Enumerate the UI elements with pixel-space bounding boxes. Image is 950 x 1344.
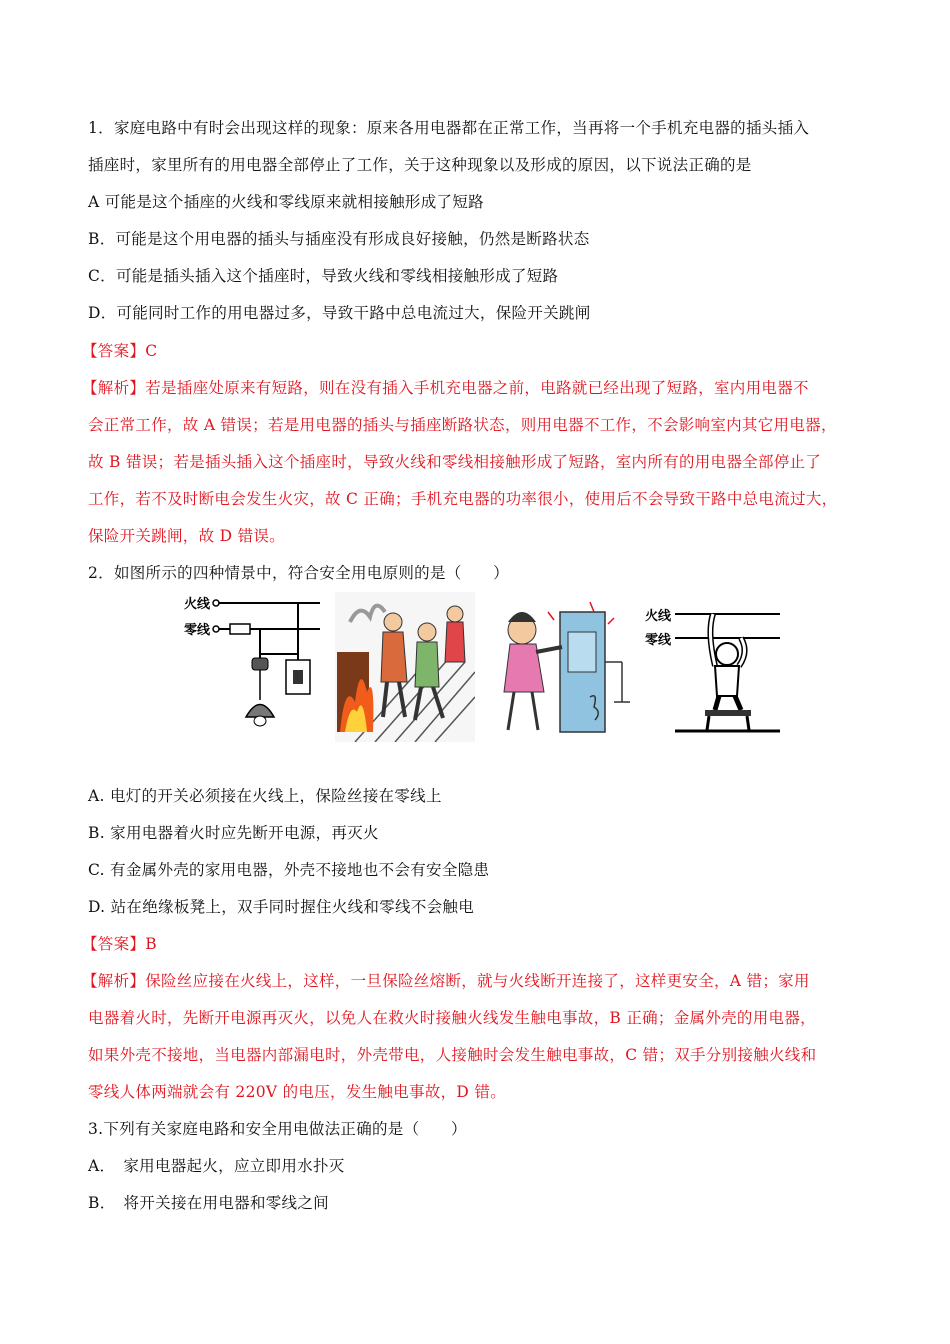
q1-analysis-line-4: 工作，若不及时断电会发生火灾，故 C 正确；手机充电器的功率很小，使用后不会导致干路中总电流过大， [88,490,838,508]
live-wire-label: 火线 [184,597,211,612]
q1-analysis-line-2: 会正常工作，故 A 错误；若是用电器的插头与插座断路状态，则用电器不工作，不会影响室内其它用电器， [88,416,837,434]
fire-scene-figure [335,592,475,742]
stool-shock-figure [645,592,780,742]
q1-option-c: C．可能是插头插入这个插座时，导致火线和零线相接触形成了短路 [88,267,559,285]
live-wire-label-2: 火线 [645,609,672,624]
q1-option-b: B．可能是这个用电器的插头与插座没有形成良好接触，仍然是断路状态 [88,230,590,248]
q1-analysis-line-5: 保险开关跳闸，故 D 错误。 [88,527,285,545]
appliance-shock-figure [490,592,630,742]
q2-option-b: B. 家用电器着火时应先断开电源，再灭火 [88,824,379,842]
q2-option-c: C. 有金属外壳的家用电器，外壳不接地也不会有安全隐患 [88,861,490,879]
q2-option-a: A. 电灯的开关必须接在火线上，保险丝接在零线上 [88,787,442,805]
q2-analysis-line-4: 零线人体两端就会有 220V 的电压，发生触电事故，D 错。 [88,1083,506,1101]
q1-analysis-line-1: 【解析】若是插座处原来有短路，则在没有插入手机充电器之前，电路就已经出现了短路，室内用电器不 [82,379,809,397]
wiring-diagram-figure [180,592,325,742]
q2-analysis-line-2: 电器着火时，先断开电源再灭火，以免人在救火时接触火线发生触电事故，B 正确；金属外壳的用电器， [88,1009,816,1027]
q2-analysis-line-1: 【解析】保险丝应接在火线上，这样，一旦保险丝熔断，就与火线断开连接了，这样更安全，A 错；家用 [82,972,810,990]
q1-stem-line-1: 1．家庭电路中有时会出现这样的现象：原来各用电器都在正常工作，当再将一个手机充电器的插头插入 [88,119,810,137]
q1-analysis-line-3: 故 B 错误；若是插头插入这个插座时，导致火线和零线相接触形成了短路，室内所有的用电器全部停止了 [88,453,822,471]
q2-analysis-line-3: 如果外壳不接地，当电器内部漏电时，外壳带电，人接触时会发生触电事故，C 错；双手分别接触火线和 [88,1046,817,1064]
q2-option-d: D. 站在绝缘板凳上，双手同时握住火线和零线不会触电 [88,898,475,916]
q3-option-b: B． 将开关接在用电器和零线之间 [88,1194,329,1212]
q1-stem-line-2: 插座时，家里所有的用电器全部停止了工作，关于这种现象以及形成的原因，以下说法正确的是 [88,156,752,174]
q3-stem: 3.下列有关家庭电路和安全用电做法正确的是（ ） [88,1120,467,1138]
q2-figure-row [180,592,780,752]
q1-option-d: D．可能同时工作的用电器过多，导致干路中总电流过大，保险开关跳闸 [88,304,591,322]
q2-stem: 2．如图所示的四种情景中，符合安全用电原则的是（ ） [88,564,509,582]
q3-option-a: A． 家用电器起火，应立即用水扑灭 [88,1157,345,1175]
q1-answer: 【答案】C [82,342,158,360]
neutral-wire-label-2: 零线 [645,633,672,648]
q2-answer: 【答案】B [82,935,157,953]
q1-option-a: A 可能是这个插座的火线和零线原来就相接触形成了短路 [88,193,484,211]
neutral-wire-label: 零线 [184,623,211,638]
